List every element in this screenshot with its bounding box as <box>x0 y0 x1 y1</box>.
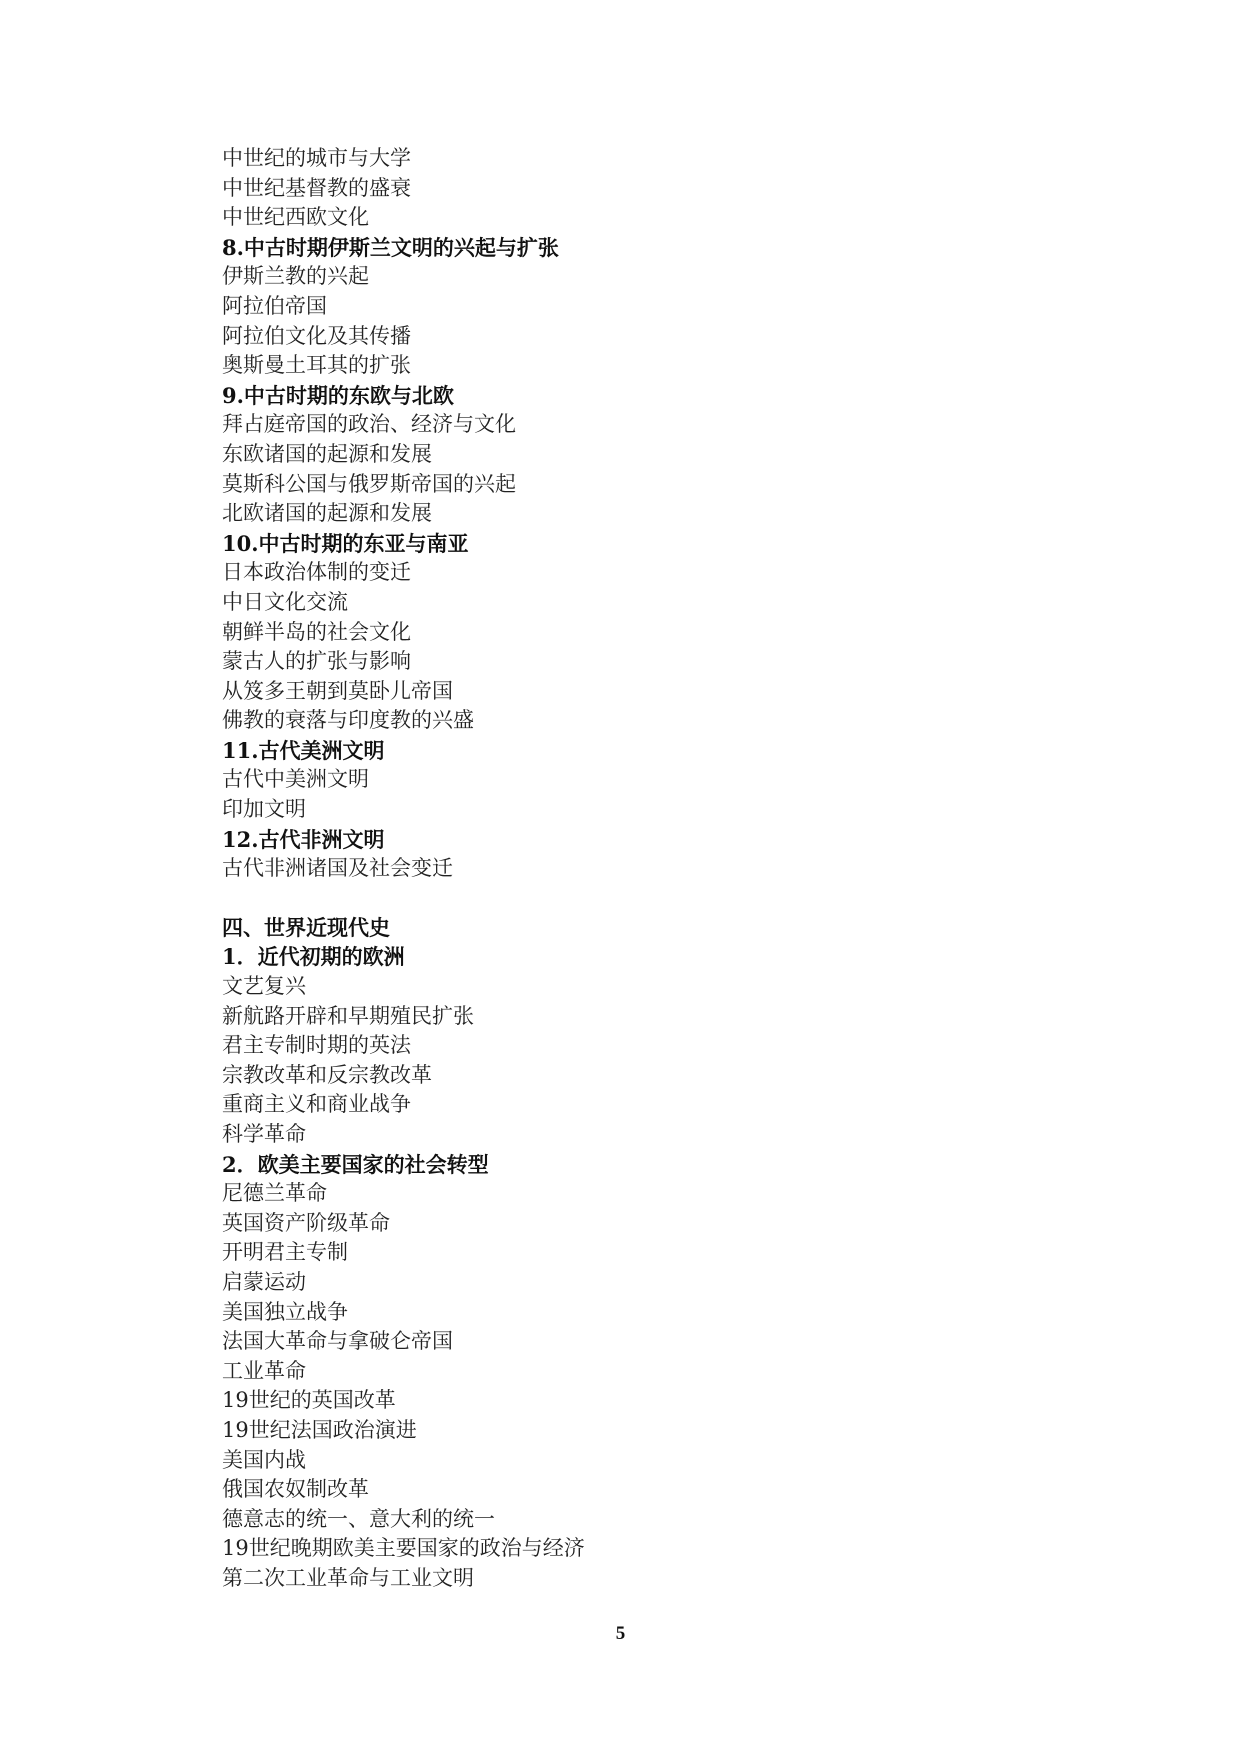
outline-item: 英国资产阶级革命 <box>222 1210 390 1235</box>
outline-item: 日本政治体制的变迁 <box>222 560 411 585</box>
outline-item: 宗教改革和反宗教改革 <box>222 1062 432 1087</box>
outline-item: 阿拉伯帝国 <box>222 293 327 318</box>
outline-item: 19世纪法国政治演进 <box>222 1417 417 1442</box>
outline-item: 德意志的统一、意大利的统一 <box>222 1506 495 1531</box>
syllabus-outline <box>222 144 1122 1594</box>
part-three-tail-list <box>222 144 1122 884</box>
outline-item: 新航路开辟和早期殖民扩张 <box>222 1003 474 1028</box>
outline-heading: 四、世界近现代史 <box>222 914 390 940</box>
outline-item: 蒙古人的扩张与影响 <box>222 649 411 674</box>
outline-item: 古代中美洲文明 <box>222 767 369 792</box>
outline-item: 朝鲜半岛的社会文化 <box>222 619 411 644</box>
outline-heading: 2．欧美主要国家的社会转型 <box>222 1151 489 1177</box>
outline-item: 文艺复兴 <box>222 974 306 999</box>
outline-item: 法国大革命与拿破仑帝国 <box>222 1329 453 1354</box>
outline-item: 奥斯曼土耳其的扩张 <box>222 353 411 378</box>
outline-item: 科学革命 <box>222 1122 306 1146</box>
outline-item: 印加文明 <box>222 797 306 822</box>
outline-item: 拜占庭帝国的政治、经济与文化 <box>222 412 516 437</box>
outline-item: 中世纪的城市与大学 <box>222 146 411 170</box>
outline-heading: 8.中古时期伊斯兰文明的兴起与扩张 <box>222 234 559 260</box>
page-number: 5 <box>615 1623 626 1644</box>
outline-item: 第二次工业革命与工业文明 <box>222 1565 474 1590</box>
outline-item: 从笈多王朝到莫卧儿帝国 <box>222 678 453 703</box>
outline-item: 君主专制时期的英法 <box>222 1033 411 1058</box>
outline-item: 佛教的衰落与印度教的兴盛 <box>222 708 474 733</box>
outline-item: 莫斯科公国与俄罗斯帝国的兴起 <box>222 471 516 496</box>
outline-item: 中世纪西欧文化 <box>222 205 369 230</box>
part-four-list <box>222 913 1122 1594</box>
outline-item: 美国内战 <box>222 1447 306 1472</box>
outline-item: 启蒙运动 <box>222 1269 306 1294</box>
outline-heading: 10.中古时期的东亚与南亚 <box>222 530 469 556</box>
outline-item: 北欧诸国的起源和发展 <box>222 501 432 526</box>
outline-item: 古代非洲诸国及社会变迁 <box>222 856 453 881</box>
outline-item: 中日文化交流 <box>222 589 348 614</box>
outline-item: 开明君主专制 <box>222 1240 348 1265</box>
outline-heading: 9.中古时期的东欧与北欧 <box>222 382 454 408</box>
outline-heading: 11.古代美洲文明 <box>222 737 385 763</box>
outline-item: 伊斯兰教的兴起 <box>222 264 369 289</box>
outline-item: 美国独立战争 <box>222 1299 348 1324</box>
outline-item: 俄国农奴制改革 <box>222 1477 369 1502</box>
outline-item: 中世纪基督教的盛衰 <box>222 175 411 200</box>
outline-item: 重商主义和商业战争 <box>222 1092 411 1117</box>
outline-item: 19世纪的英国改革 <box>222 1388 396 1413</box>
outline-item: 19世纪晚期欧美主要国家的政治与经济 <box>222 1536 585 1561</box>
outline-item: 工业革命 <box>222 1358 306 1383</box>
outline-item: 东欧诸国的起源和发展 <box>222 441 432 466</box>
outline-heading: 12.古代非洲文明 <box>222 826 385 852</box>
outline-heading: 1．近代初期的欧洲 <box>222 944 405 970</box>
outline-item: 阿拉伯文化及其传播 <box>222 323 411 348</box>
outline-item: 尼德兰革命 <box>222 1181 327 1206</box>
